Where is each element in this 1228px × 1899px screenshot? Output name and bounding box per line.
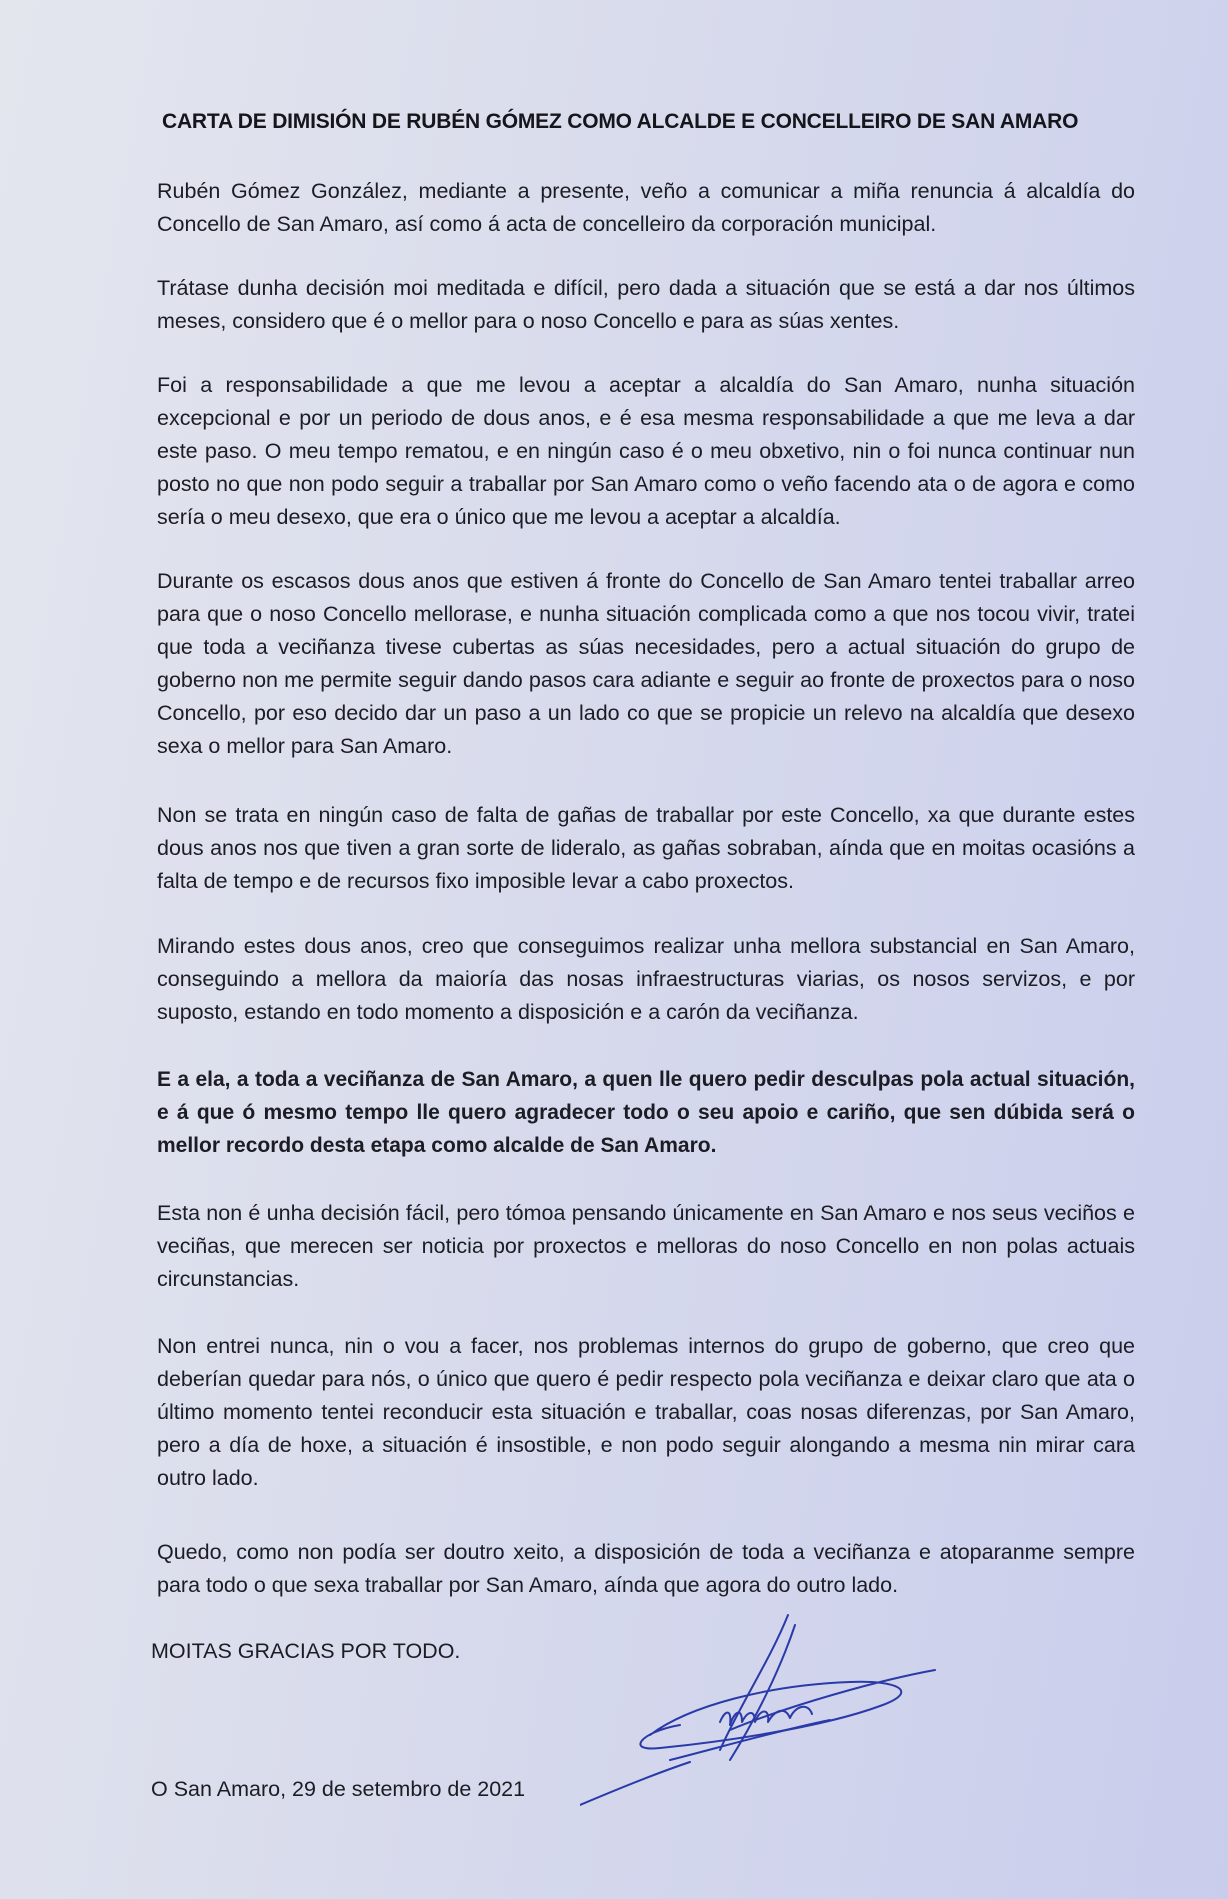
letter-title: CARTA DE DIMISIÓN DE RUBÉN GÓMEZ COMO ALCALDE E CONCELLEIRO DE SAN AMARO — [162, 110, 1079, 133]
paragraph-7-bold: E a ela, a toda a veciñanza de San Amaro, a quen lle quero pedir desculpas pola actual situación, e á que ó mesmo tempo lle quero agradecer todo o seu apoio e cariño, que sen dúbida será o mellor recordo desta etapa como alcalde de San Amaro. — [157, 1068, 1135, 1157]
paragraph-8: Esta non é unha decisión fácil, pero tómoa pensando únicamente en San Amaro e nos seus veciños e veciñas, que merecen ser noticia por proxectos e melloras do noso Concello en non polas actuais circunstancias. — [157, 1201, 1135, 1291]
paragraph-1: Rubén Gómez González, mediante a presente, veño a comunicar a miña renuncia á alcaldía do Concello de San Amaro, así como á acta de concelleiro da corporación municipal. — [157, 179, 1135, 236]
paragraph-6: Mirando estes dous anos, creo que conseguimos realizar unha mellora substancial en San Amaro, conseguindo a mellora da maioría das nosas infraestructuras viarias, os nosos servizos, e por suposto, estando en todo momento a disposición e a carón da veciñanza. — [157, 934, 1135, 1024]
paragraph-5: Non se trata en ningún caso de falta de gañas de traballar por este Concello, xa que durante estes dous anos nos que tiven a gran sorte de lideralo, as gañas sobraban, aínda que en moitas ocasións a falta de tempo e de recursos fixo imposible levar a cabo proxectos. — [157, 803, 1135, 893]
paragraph-3: Foi a responsabilidade a que me levou a aceptar a alcaldía do San Amaro, nunha situación excepcional e por un periodo de dous anos, e é esa mesma responsabilidade a que me leva a dar este paso. O meu tempo rematou, e en ningún caso é o meu obxetivo, nin o foi nunca continuar nun posto no que non podo seguir a traballar por San Amaro como o veño facendo ata o de agora e como sería o meu desexo, que era o único que me levou a aceptar a alcaldía. — [157, 373, 1135, 529]
date-line: O San Amaro, 29 de setembro de 2021 — [151, 1777, 526, 1801]
paragraph-4: Durante os escasos dous anos que estiven á fronte do Concello de San Amaro tentei traballar arreo para que o noso Concello mellorase, e nunha situación complicada como a que nos tocou vivir, tratei que toda a veciñanza tivese cubertas as súas necesidades, pero a actual situación do grupo de goberno non me permite seguir dando pasos cara adiante e seguir ao fronte de proxectos para o noso Concello, por eso decido dar un paso a un lado co que se propicie un relevo na alcaldía que desexo sexa o mellor para San Amaro. — [157, 569, 1135, 758]
paragraph-10: Quedo, como non podía ser doutro xeito, a disposición de toda a veciñanza e atoparanme sempre para todo o que sexa traballar por San Amaro, aínda que agora do outro lado. — [157, 1540, 1135, 1597]
closing-line: MOITAS GRACIAS POR TODO. — [151, 1639, 461, 1663]
paragraph-2: Trátase dunha decisión moi meditada e difícil, pero dada a situación que se está a dar nos últimos meses, considero que é o mellor para o noso Concello e para as súas xentes. — [157, 276, 1135, 333]
paragraph-9: Non entrei nunca, nin o vou a facer, nos problemas internos do grupo de goberno, que creo que deberían quedar para nós, o único que quero é pedir respecto pola veciñanza e deixar claro que ata o último momento tentei reconducir esta situación e traballar, coas nosas diferenzas, por San Amaro, pero a día de hoxe, a situación é insostible, e non podo seguir alongando a mesma nin mirar cara outro lado. — [157, 1334, 1135, 1490]
handwritten-signature — [580, 1610, 940, 1810]
